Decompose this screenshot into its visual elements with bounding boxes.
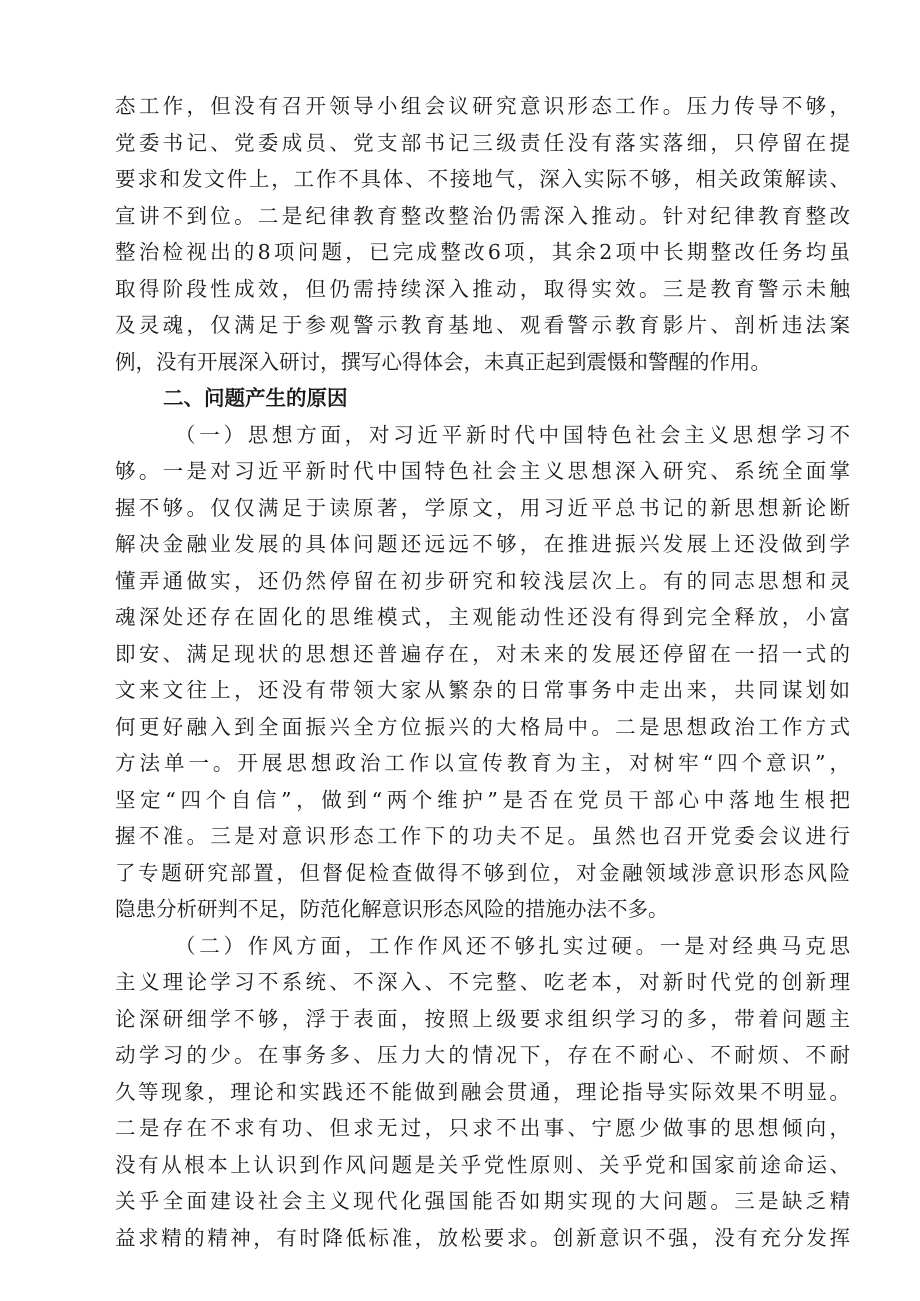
text-line: 方法单一。开展思想政治工作以宣传教育为主，对树牢“四个意识”， [115,751,850,775]
text-line: 久等现象，理论和实践还不能做到融会贯通，理论指导实际效果不明显。 [115,1079,850,1104]
text-line: 文来文往上，还没有带领大家从繁杂的日常事务中走出来，共同谋划如 [115,678,850,702]
text-line: 握不准。三是对意识形态工作下的功夫不足。虽然也召开党委会议进行 [115,824,850,848]
text-line: 何更好融入到全面振兴全方位振兴的大格局中。二是思想政治工作方式 [115,714,850,739]
text-line: （二）作风方面，工作作风还不够扎实过硬。一是对经典马克思 [175,933,850,958]
text-line: 论深研细学不够，浮于表面，按照上级要求组织学习的多，带着问题主 [115,1006,850,1031]
text-line: 例，没有开展深入研讨，撰写心得体会，未真正起到震慑和警醒的作用。 [115,349,771,374]
text-line: 整治检视出的8项问题，已完成整改6项，其余2项中长期整改任务均虽 [115,240,850,264]
paragraph-intro [115,88,850,380]
text-line: 解决金融业发展的具体问题还远远不够，在推进振兴发展上还没做到学 [115,532,850,556]
text-line: 主义理论学习不系统、不深入、不完整、吃老本，对新时代党的创新理 [115,970,850,994]
text-line: 隐患分析研判不足，防范化解意识形态风险的措施办法不多。 [115,897,669,921]
text-line: （一）思想方面，对习近平新时代中国特色社会主义思想学习不 [175,422,850,447]
text-line: 益求精的精神，有时降低标准，放松要求。创新意识不强，没有充分发挥 [115,1225,850,1250]
text-line: 魂深处还存在固化的思维模式，主观能动性还没有得到完全释放，小富 [115,605,850,629]
text-line: 态工作，但没有召开领导小组会议研究意识形态工作。压力传导不够， [115,94,850,118]
paragraph-thought [115,417,850,928]
text-line: 宣讲不到位。二是纪律教育整改整治仍需深入推动。针对纪律教育整改 [115,203,850,228]
section-heading: 二、问题产生的原因 [163,386,348,410]
document-body [115,88,850,1256]
text-line: 了专题研究部置，但督促检查做得不够到位，对金融领域涉意识形态风险 [115,860,850,885]
text-line: 要求和发文件上，工作不具体、不接地气，深入实际不够，相关政策解读、 [115,167,850,191]
text-line: 没有从根本上认识到作风问题是关乎党性原则、关乎党和国家前途命运、 [115,1152,850,1177]
text-line: 懂弄通做实，还仍然停留在初步研究和较浅层次上。有的同志思想和灵 [115,568,850,593]
paragraph-style [115,928,850,1257]
text-line: 党委书记、党委成员、党支部书记三级责任没有落实落细，只停留在提 [115,130,850,155]
text-line: 取得阶段性成效，但仍需持续深入推动，取得实效。三是教育警示未触 [115,276,850,301]
text-line: 动学习的少。在事务多、压力大的情况下，存在不耐心、不耐烦、不耐 [115,1043,850,1067]
text-line: 二是存在不求有功、但求无过，只求不出事、宁愿少做事的思想倾向， [115,1116,850,1140]
text-line: 握不够。仅仅满足于读原著，学原文，用习近平总书记的新思想新论断 [115,495,850,520]
text-line: 坚定“四个自信”，做到“两个维护”是否在党员干部心中落地生根把 [115,787,850,812]
text-line: 够。一是对习近平新时代中国特色社会主义思想深入研究、系统全面掌 [115,459,850,483]
text-line: 即安、满足现状的思想还普遍存在，对未来的发展还停留在一招一式的 [115,641,850,666]
text-line: 关乎全面建设社会主义现代化强国能否如期实现的大问题。三是缺乏精 [115,1189,850,1213]
text-line: 及灵魂，仅满足于参观警示教育基地、观看警示教育影片、剖析违法案 [115,313,850,337]
